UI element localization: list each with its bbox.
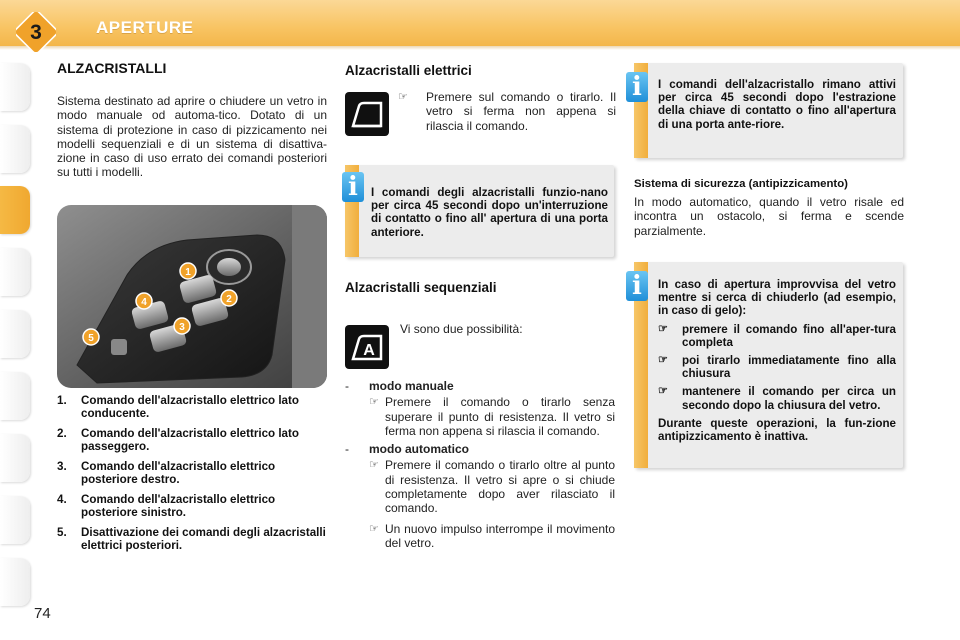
window-switch-photo	[57, 205, 327, 388]
side-tab[interactable]	[0, 310, 30, 358]
note3-intro: In caso di apertura improvvisa del vetro mentre si cerca di chiuderlo (ad esempio, in caso di gelo):	[658, 278, 896, 318]
info-icon: i	[626, 271, 648, 301]
section-title-sequential: Alzacristalli sequenziali	[345, 280, 497, 295]
side-tab[interactable]	[0, 372, 30, 420]
auto-letter: A	[363, 342, 375, 359]
callout-1: 1	[185, 267, 191, 278]
legend-item: 2. Comando dell'alzacristallo elettrico lato passeggero.	[57, 427, 299, 453]
legend-item: 1. Comando dell'alzacristallo elettrico lato conducente.	[57, 394, 299, 420]
chapter-number: 3	[30, 21, 42, 44]
manual-mode-label: modo manuale	[369, 379, 454, 393]
manual-mode-text: ☞ Premere il comando o tirarlo senza superare il punto di resistenza. Il vetro si ferma non appena si rilascia il comando.	[369, 395, 615, 438]
side-tab[interactable]	[0, 496, 30, 544]
info-icon: i	[626, 72, 648, 102]
side-tab-active[interactable]	[0, 186, 30, 234]
manual-mode-label-row: - modo manuale	[345, 379, 454, 393]
side-tab[interactable]	[0, 63, 30, 111]
note3-item: ☞ poi tirarlo immediatamente fino alla chiusura	[658, 354, 896, 381]
section-title-electric: Alzacristalli elettrici	[345, 63, 472, 78]
info-note-3	[634, 262, 903, 468]
side-tab[interactable]	[0, 248, 30, 296]
legend-item: 5. Disattivazione dei comandi degli alzacristalli elettrici posteriori.	[57, 526, 326, 552]
info-icon: i	[342, 172, 364, 202]
side-tab[interactable]	[0, 434, 30, 482]
legend-item: 4. Comando dell'alzacristallo elettrico posteriore sinistro.	[57, 493, 276, 519]
sequential-intro: Vi sono due possibilità:	[400, 322, 523, 336]
auto-mode-label: modo automatico	[369, 442, 470, 457]
section-title-alzacristalli: ALZACRISTALLI	[57, 60, 167, 76]
callout-2: 2	[226, 294, 232, 305]
window-switch-icon	[345, 92, 389, 136]
callout-4: 4	[141, 297, 147, 308]
chapter-badge	[16, 12, 56, 52]
electric-instruction: ☞ Premere sul comando o tirarlo. Il vetro si ferma non appena si rilascia il comando.	[398, 90, 616, 133]
safety-text: In modo automatico, quando il vetro risale ed incontra un ostacolo, si ferma e scende parzialmente.	[634, 195, 904, 238]
legend-item: 3. Comando dell'alzacristallo elettrico posteriore destro.	[57, 460, 276, 486]
auto-mode-text-1: ☞ Premere il comando o tirarlo oltre al punto di resistenza. Il vetro si apre o si chiude completamente dopo aver rilasciato il comando.	[369, 458, 615, 516]
callout-3: 3	[179, 322, 185, 333]
safety-title: Sistema di sicurezza (antipizzicamento)	[634, 178, 848, 190]
auto-mode-label-row: - modo automatico	[345, 442, 470, 457]
side-tab[interactable]	[0, 125, 30, 173]
info-note-1: I comandi degli alzacristalli funzio-nano per circa 45 secondi dopo un'interruzione di contatto o fino all' apertura di una porta anteriore.	[345, 165, 614, 257]
legend-list	[57, 394, 329, 559]
auto-window-icon	[345, 325, 389, 369]
intro-paragraph: Sistema destinato ad aprire o chiudere un vetro in modo manuale od automa-tico. Dotato di un sistema di protezione in caso di pizzicamento nei modelli sequenziali e di un sistema di disattiva-zione in caso di uso errato dei comandi posteriori su tutti i modelli.	[57, 94, 327, 180]
note3-footer: Durante queste operazioni, la fun-zione antipizzicamento è inattiva.	[658, 416, 896, 444]
chapter-title: APERTURE	[96, 18, 194, 37]
sequential-modes	[345, 379, 617, 550]
auto-mode-text-2: ☞ Un nuovo impulso interrompe il movimento del vetro.	[369, 521, 615, 550]
page-number: 74	[34, 605, 51, 622]
note3-item: ☞ premere il comando fino all'aper-tura completa	[658, 322, 896, 349]
note3-item: ☞ mantenere il comando per circa un secondo dopo la chiusura del vetro.	[658, 385, 896, 412]
pointing-hand-icon: ☞	[398, 91, 408, 103]
info-note-2: I comandi dell'alzacristallo rimano attivi per circa 45 secondi dopo l'estrazione della chiave di contatto o fino all'apertura di una porta ante-riore.	[634, 63, 903, 158]
side-tab[interactable]	[0, 558, 30, 606]
callout-5: 5	[88, 333, 94, 344]
left-column	[57, 60, 327, 180]
